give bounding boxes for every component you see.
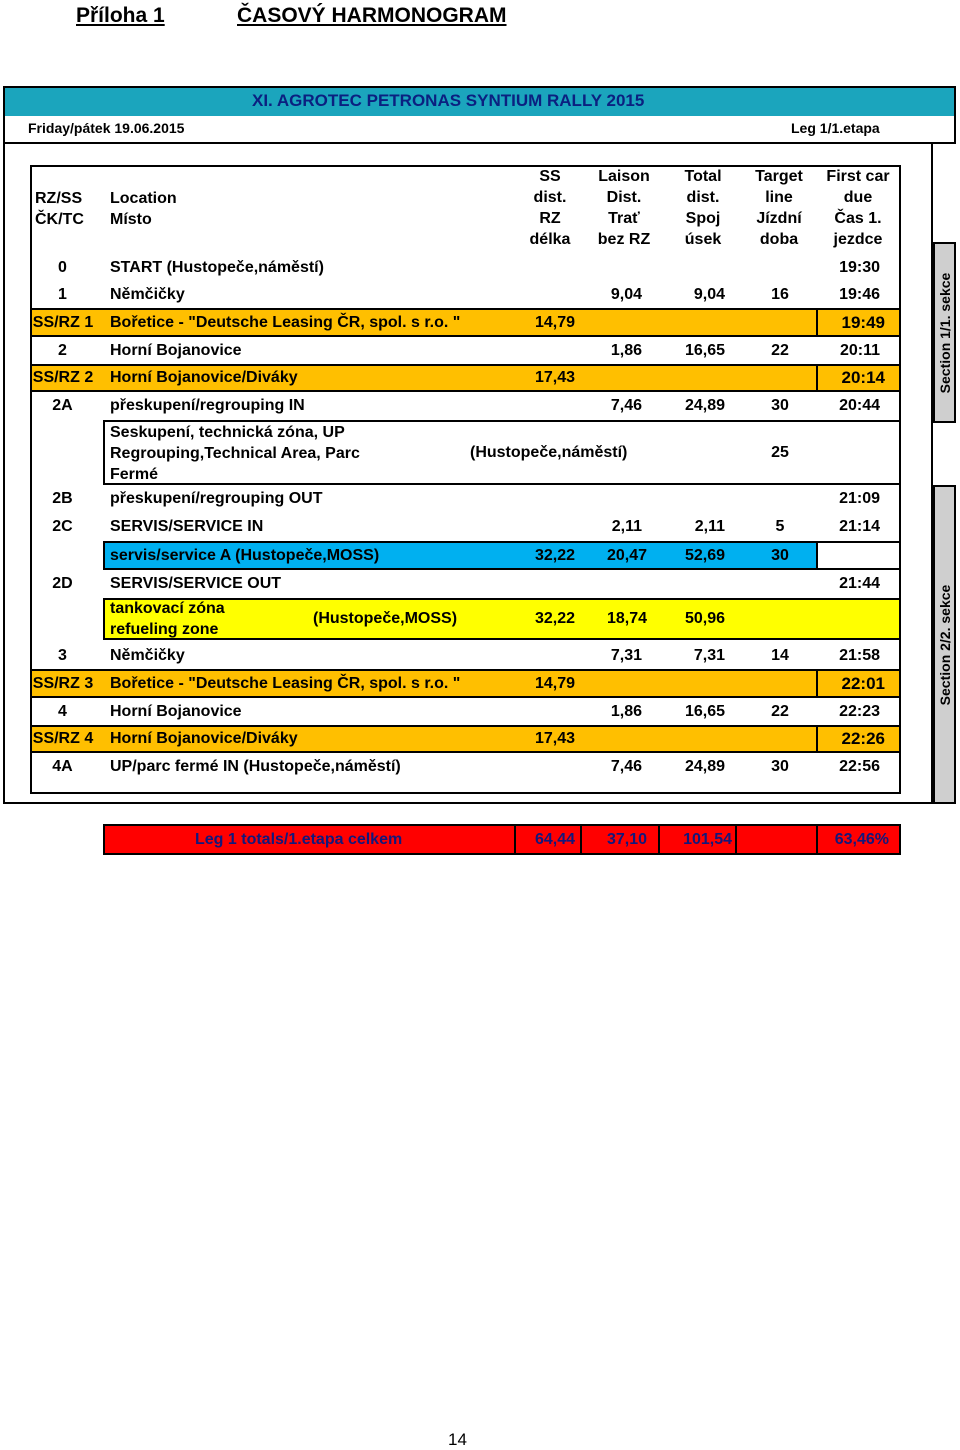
row-target: 5 [775,518,785,535]
totals-percent: 63,46% [834,830,889,848]
row-laison: 1,86 [610,341,642,359]
row-location: Horní Bojanovice [110,341,242,359]
row-time: 21:14 [839,518,880,535]
row-location: SERVIS/SERVICE OUT [110,575,282,592]
row-time: 21:58 [839,646,880,664]
table-row [0,422,960,484]
row-target: 30 [771,757,789,775]
row-id: 2D [52,575,73,592]
row-id: 2B [52,490,73,507]
row-ss-dist: 32,22 [534,610,575,627]
row-time: 21:44 [839,575,880,592]
table-row [0,725,960,753]
header-target-line: Target line Jízdní doba [755,168,803,248]
row-ss-dist: 32,22 [534,546,575,564]
refuel-location: tankovací zóna refueling zone [110,600,225,638]
table-row [0,753,960,780]
row-location: Horní Bojanovice/Diváky [110,369,298,386]
table-row [0,698,960,725]
row-laison: 7,46 [610,757,642,775]
row-time: 20:14 [841,368,885,387]
regrouping-location: Seskupení, technická zóna, UP Regrouping,Technical Area, Parc Fermé [110,423,360,483]
row-location: přeskupení/regrouping IN [110,397,305,414]
annex-label: Příloha 1 [76,4,165,27]
row-time: 22:26 [841,729,885,748]
regrouping-place: (Hustopeče,náměstí) [470,444,628,461]
table-row [0,642,960,669]
totals-ss-dist: 64,44 [534,830,575,848]
row-location: Bořetice - "Deutsche Leasing ČR, spol. s r.o. " [110,674,461,692]
table-row [0,541,960,570]
row-laison: 7,31 [610,646,642,664]
row-laison: 9,04 [610,285,642,303]
row-time: 22:23 [839,702,880,720]
event-banner [3,86,956,116]
event-date: Friday/pátek 19.06.2015 [28,120,185,136]
table-row [0,364,960,392]
row-laison: 20,47 [606,546,647,564]
row-time: 19:46 [839,285,880,303]
row-location: UP/parc fermé IN (Hustopeče,náměstí) [110,757,401,775]
header-laison-dist: Laison Dist. Trať bez RZ [597,168,651,248]
row-location: SERVIS/SERVICE IN [110,518,264,535]
row-total: 24,89 [684,757,725,775]
table-row [0,308,960,337]
row-location: Horní Bojanovice/Diváky [110,730,298,747]
row-ss-dist: 17,43 [534,369,575,386]
totals-total: 101,54 [683,830,732,848]
row-time: 19:49 [841,312,885,332]
totals-label: Leg 1 totals/1.etapa celkem [195,830,403,848]
row-time: 20:44 [839,397,880,414]
row-target: 25 [771,444,789,461]
table-row [0,281,960,308]
row-target: 22 [771,341,789,359]
row-target: 30 [771,397,789,414]
table-row [0,598,960,640]
row-location: Horní Bojanovice [110,702,242,720]
row-total: 2,11 [694,518,725,535]
row-laison: 7,46 [610,397,642,414]
totals-divider [735,826,737,853]
row-id: SS/RZ 4 [32,730,94,747]
table-row [0,669,960,698]
page-title: ČASOVÝ HARMONOGRAM [237,4,507,27]
table-row [0,392,960,420]
row-location: START (Hustopeče,náměstí) [110,259,324,276]
section-1-label: Section 1/1. sekce [936,272,953,393]
row-id: 0 [58,259,67,276]
header-misto: Místo [110,211,152,228]
row-target: 16 [771,285,789,303]
table-row [0,570,960,598]
row-ss-dist: 14,79 [534,674,575,692]
row-time: 22:01 [841,673,885,693]
row-laison: 18,74 [606,610,647,627]
leg-label: Leg 1/1.etapa [791,120,880,136]
row-location: přeskupení/regrouping OUT [110,490,323,507]
row-target: 22 [771,702,789,720]
row-time: 22:56 [839,757,880,775]
row-total: 7,31 [693,646,725,664]
header-first-car-due: First car due Čas 1. jezdce [826,168,890,248]
row-id: 4A [52,757,73,775]
row-location: Bořetice - "Deutsche Leasing ČR, spol. s r.o. " [110,313,461,331]
header-ss-dist: SS dist. RZ délka [529,168,571,248]
header-total-dist: Total dist. Spoj úsek [684,168,722,248]
row-id: 1 [58,285,67,303]
table-row [0,485,960,513]
section-2-label: Section 2/2. sekce [936,584,953,705]
row-id: 4 [58,702,67,720]
row-laison: 1,86 [610,702,642,720]
row-id: 2C [52,518,73,535]
row-location: servis/service A (Hustopeče,MOSS) [110,546,380,564]
row-id: SS/RZ 3 [32,674,94,692]
row-time: 21:09 [839,490,880,507]
row-target: 14 [771,646,789,664]
row-total: 24,89 [684,397,725,414]
row-id: 2A [52,397,73,414]
row-total: 9,04 [693,285,725,303]
row-id: 2 [58,341,67,359]
row-total: 52,69 [684,546,725,564]
refuel-place: (Hustopeče,MOSS) [313,610,458,627]
header-cktc: ČK/TC [35,211,84,228]
row-location: Němčičky [110,646,185,664]
row-id: 3 [58,646,67,664]
event-title: XI. AGROTEC PETRONAS SYNTIUM RALLY 2015 [252,91,645,110]
row-ss-dist: 17,43 [534,730,575,747]
row-id: SS/RZ 1 [32,313,94,331]
leg-totals-bar [103,824,901,855]
table-row [0,255,960,281]
row-time: 20:11 [839,341,880,359]
row-laison: 2,11 [611,518,642,535]
row-target: 30 [771,546,789,564]
row-location: Němčičky [110,285,185,303]
header-location: Location [110,190,177,207]
row-id: SS/RZ 2 [32,369,94,386]
header-rzss: RZ/SS [35,190,83,207]
row-total: 16,65 [684,341,725,359]
row-total: 16,65 [684,702,725,720]
table-row [0,513,960,541]
row-time: 19:30 [839,259,880,276]
totals-laison: 37,10 [606,830,647,848]
row-ss-dist: 14,79 [534,313,575,331]
table-row [0,337,960,364]
row-total: 50,96 [684,610,725,627]
page-number: 14 [448,1430,467,1449]
